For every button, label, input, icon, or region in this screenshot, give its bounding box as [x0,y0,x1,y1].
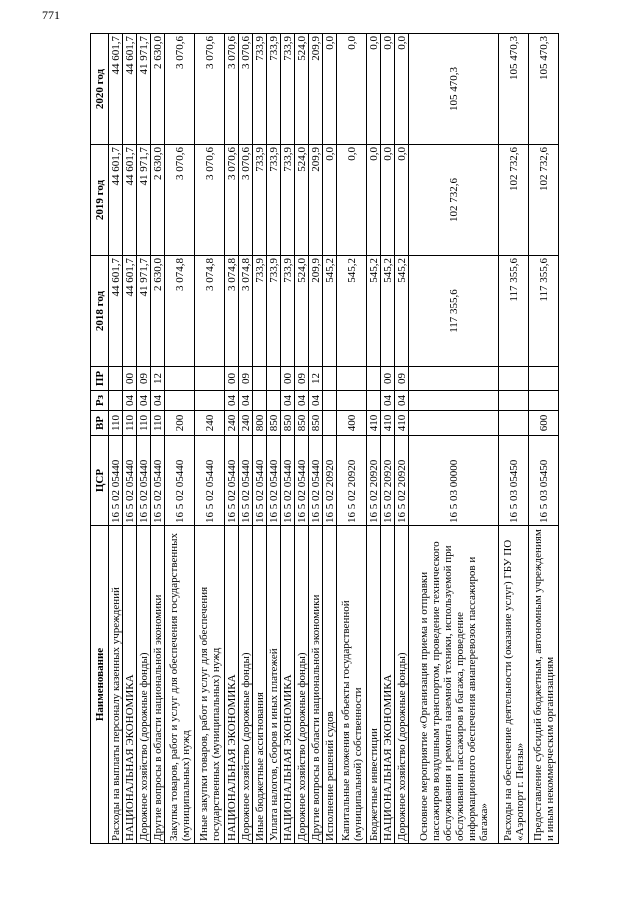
table-row [195,34,225,844]
table-row [309,34,323,844]
row-2020: 3 070,6 [225,34,239,145]
row-2018: 3 074,8 [195,256,225,367]
row-name: Дорожное хозяйство (дорожные фонды) [295,526,309,844]
row-csr: 16 5 02 05440 [267,436,281,526]
row-2018: 545,2 [367,256,381,367]
table-row [295,34,309,844]
row-name: Расходы на обеспечение деятельности (оказание услуг) ГБУ ПО «Аэропорт г. Пензы» [499,526,529,844]
table-row [367,34,381,844]
row-pr [165,367,195,391]
header-2020: 2020 год [91,34,109,145]
row-name: НАЦИОНАЛЬНАЯ ЭКОНОМИКА [225,526,239,844]
row-pr [367,367,381,391]
row-2019: 0,0 [381,145,395,256]
row-name: Дорожное хозяйство (дорожные фонды) [239,526,253,844]
row-2019: 733,9 [281,145,295,256]
row-csr: 16 5 02 05440 [295,436,309,526]
row-2019: 0,0 [395,145,409,256]
row-csr: 16 5 02 20920 [323,436,337,526]
row-vr: 410 [395,411,409,436]
row-rz [529,391,559,411]
row-vr [499,411,529,436]
row-name: Предоставление субсидий бюджетным, автономным учреждениям и иным некоммерческим организациям [529,526,559,844]
row-vr: 240 [195,411,225,436]
row-rz: 04 [281,391,295,411]
table-row [165,34,195,844]
row-vr: 110 [109,411,123,436]
row-rz [109,391,123,411]
table-body [109,34,559,844]
row-2018: 545,2 [337,256,367,367]
row-rz: 04 [239,391,253,411]
row-2018: 545,2 [381,256,395,367]
row-2020: 0,0 [337,34,367,145]
row-rz [267,391,281,411]
row-2018: 733,9 [281,256,295,367]
page-number: 771 [42,8,60,22]
header-vr: ВР [91,411,109,436]
table-row [323,34,337,844]
row-vr: 850 [281,411,295,436]
row-2019: 2 630,0 [151,145,165,256]
table-row [123,34,137,844]
table-row [225,34,239,844]
row-rz: 04 [151,391,165,411]
row-vr: 240 [225,411,239,436]
row-2018: 117 355,6 [409,256,499,367]
header-2019: 2019 год [91,145,109,256]
row-csr: 16 5 02 05440 [195,436,225,526]
table-row [281,34,295,844]
row-2018: 524,0 [295,256,309,367]
row-pr [253,367,267,391]
row-2018: 3 074,8 [165,256,195,367]
row-2020: 3 070,6 [165,34,195,145]
row-2018: 44 601,7 [123,256,137,367]
row-2019: 0,0 [367,145,381,256]
row-rz [367,391,381,411]
row-pr: 09 [395,367,409,391]
row-vr: 410 [367,411,381,436]
row-vr: 800 [253,411,267,436]
table-row [337,34,367,844]
row-name: Капитальные вложения в объекты государственной (муниципальной) собственности [337,526,367,844]
row-2020: 733,9 [253,34,267,145]
row-csr: 16 5 02 20920 [395,436,409,526]
row-rz: 04 [395,391,409,411]
row-name: Уплата налогов, сборов и иных платежей [267,526,281,844]
row-vr: 850 [309,411,323,436]
row-vr: 850 [267,411,281,436]
rotated-table-container [90,34,620,844]
row-2019: 0,0 [323,145,337,256]
table-row [267,34,281,844]
row-pr: 12 [309,367,323,391]
row-vr: 850 [295,411,309,436]
row-2020: 105 470,3 [529,34,559,145]
row-vr: 240 [239,411,253,436]
row-csr: 16 5 02 05440 [239,436,253,526]
header-pr: ПР [91,367,109,391]
row-2020: 105 470,3 [409,34,499,145]
row-2018: 117 355,6 [529,256,559,367]
row-vr: 110 [151,411,165,436]
row-2018: 545,2 [323,256,337,367]
row-csr: 16 5 02 05440 [151,436,165,526]
row-name: НАЦИОНАЛЬНАЯ ЭКОНОМИКА [123,526,137,844]
row-name: Другие вопросы в области национальной экономики [309,526,323,844]
row-vr: 410 [381,411,395,436]
row-name: Основное мероприятие «Организация приема и отправки пассажиров воздушным транспортом, проведение технического обслуживания и ремонта наземной техники, используемой при обслуживании пассажиров и багажа, проведение информационного обеспечения авиаперевозок пассажиров и багажа» [409,526,499,844]
row-vr: 200 [165,411,195,436]
row-pr: 00 [225,367,239,391]
row-csr: 16 5 02 05440 [253,436,267,526]
header-name: Наименование [91,526,109,844]
table-row [409,34,499,844]
row-2019: 209,9 [309,145,323,256]
table-header-row [91,34,109,844]
row-pr: 09 [295,367,309,391]
row-2018: 117 355,6 [499,256,529,367]
row-2019: 102 732,6 [529,145,559,256]
table-row [529,34,559,844]
row-2020: 0,0 [395,34,409,145]
row-csr: 16 5 03 00000 [409,436,499,526]
row-2020: 2 630,0 [151,34,165,145]
table-row [253,34,267,844]
row-rz [409,391,499,411]
row-2020: 0,0 [367,34,381,145]
row-rz [165,391,195,411]
row-2020: 0,0 [323,34,337,145]
row-2018: 3 074,8 [239,256,253,367]
row-rz: 04 [137,391,151,411]
table-row [499,34,529,844]
row-rz: 04 [381,391,395,411]
row-csr: 16 5 03 05450 [499,436,529,526]
row-pr [323,367,337,391]
row-2019: 733,9 [253,145,267,256]
row-pr: 00 [381,367,395,391]
row-vr [409,411,499,436]
row-csr: 16 5 02 05440 [109,436,123,526]
row-2019: 733,9 [267,145,281,256]
row-2020: 0,0 [381,34,395,145]
row-2018: 41 971,7 [137,256,151,367]
row-2019: 0,0 [337,145,367,256]
row-vr: 600 [529,411,559,436]
row-csr: 16 5 03 05450 [529,436,559,526]
row-pr: 09 [239,367,253,391]
row-2020: 105 470,3 [499,34,529,145]
row-2019: 3 070,6 [225,145,239,256]
row-2019: 524,0 [295,145,309,256]
row-pr [529,367,559,391]
row-name: Другие вопросы в области национальной экономики [151,526,165,844]
row-2018: 545,2 [395,256,409,367]
row-2020: 44 601,7 [123,34,137,145]
row-pr [499,367,529,391]
header-rz: Рз [91,391,109,411]
row-csr: 16 5 02 20920 [337,436,367,526]
row-pr [409,367,499,391]
row-csr: 16 5 02 05440 [123,436,137,526]
row-2019: 3 070,6 [195,145,225,256]
row-name: НАЦИОНАЛЬНАЯ ЭКОНОМИКА [281,526,295,844]
row-2018: 733,9 [253,256,267,367]
row-csr: 16 5 02 05440 [165,436,195,526]
row-name: Дорожное хозяйство (дорожные фонды) [395,526,409,844]
row-rz: 04 [295,391,309,411]
row-vr [323,411,337,436]
table-row [137,34,151,844]
row-2018: 209,9 [309,256,323,367]
row-csr: 16 5 02 05440 [225,436,239,526]
budget-table [90,33,559,844]
row-rz [499,391,529,411]
row-2018: 2 630,0 [151,256,165,367]
row-pr: 09 [137,367,151,391]
table-row [395,34,409,844]
row-pr [109,367,123,391]
row-rz: 04 [123,391,137,411]
row-csr: 16 5 02 05440 [281,436,295,526]
row-name: Иные бюджетные ассигнования [253,526,267,844]
row-2019: 3 070,6 [239,145,253,256]
table-row [109,34,123,844]
row-2020: 733,9 [267,34,281,145]
row-2020: 41 971,7 [137,34,151,145]
row-name: Иные закупки товаров, работ и услуг для обеспечения государственных (муниципальных) нужд [195,526,225,844]
row-2020: 524,0 [295,34,309,145]
row-pr: 00 [123,367,137,391]
row-name: Расходы на выплаты персоналу казенных учреждений [109,526,123,844]
row-vr: 400 [337,411,367,436]
table-row [381,34,395,844]
row-csr: 16 5 02 05440 [137,436,151,526]
row-rz [195,391,225,411]
row-2018: 44 601,7 [109,256,123,367]
row-pr: 00 [281,367,295,391]
row-rz [253,391,267,411]
row-name: НАЦИОНАЛЬНАЯ ЭКОНОМИКА [381,526,395,844]
row-2019: 44 601,7 [109,145,123,256]
row-rz [337,391,367,411]
row-name: Закупка товаров, работ и услуг для обеспечения государственных (муниципальных) нужд [165,526,195,844]
row-2020: 209,9 [309,34,323,145]
row-2019: 102 732,6 [409,145,499,256]
row-pr [267,367,281,391]
row-2020: 733,9 [281,34,295,145]
row-2019: 44 601,7 [123,145,137,256]
row-pr [195,367,225,391]
row-csr: 16 5 02 20920 [367,436,381,526]
row-2019: 3 070,6 [165,145,195,256]
table-row [239,34,253,844]
row-name: Дорожное хозяйство (дорожные фонды) [137,526,151,844]
row-rz: 04 [225,391,239,411]
row-vr: 110 [123,411,137,436]
row-csr: 16 5 02 20920 [381,436,395,526]
row-rz [323,391,337,411]
table-row [151,34,165,844]
row-name: Бюджетные инвестиции [367,526,381,844]
row-pr [337,367,367,391]
row-csr: 16 5 02 05440 [309,436,323,526]
header-2018: 2018 год [91,256,109,367]
row-2018: 733,9 [267,256,281,367]
row-vr: 110 [137,411,151,436]
row-rz: 04 [309,391,323,411]
row-2018: 3 074,8 [225,256,239,367]
row-2019: 102 732,6 [499,145,529,256]
row-name: Исполнение решений судов [323,526,337,844]
header-csr: ЦСР [91,436,109,526]
row-2020: 3 070,6 [239,34,253,145]
row-2019: 41 971,7 [137,145,151,256]
row-2020: 3 070,6 [195,34,225,145]
row-pr: 12 [151,367,165,391]
row-2020: 44 601,7 [109,34,123,145]
